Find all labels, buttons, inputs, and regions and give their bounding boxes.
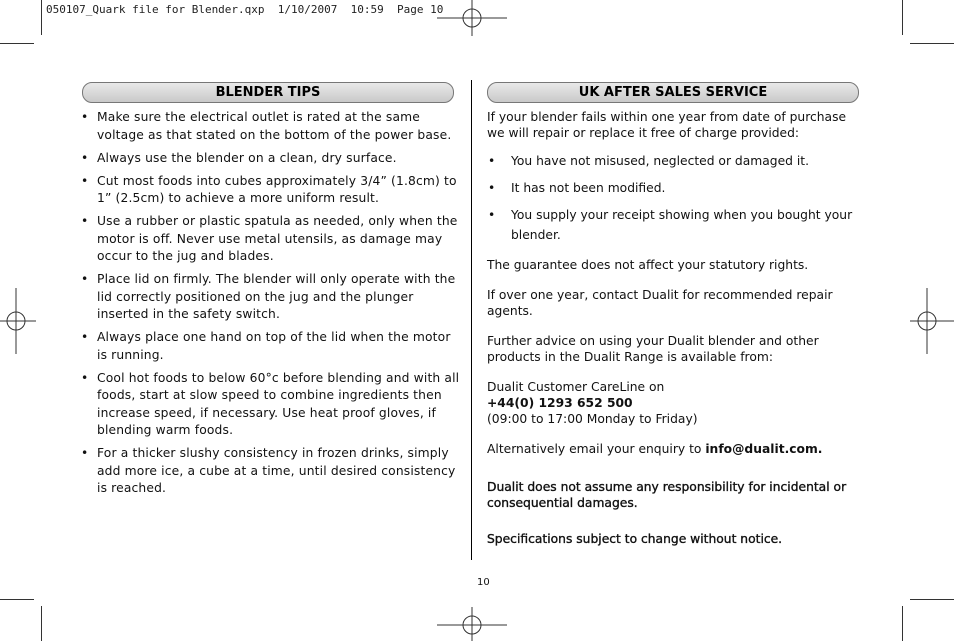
spec-notice: Specifications subject to change without notice. <box>487 532 783 546</box>
crop-mark <box>41 0 42 35</box>
column-divider <box>471 80 472 560</box>
list-item: • It has not been modified. <box>487 178 865 198</box>
blender-tips-heading: BLENDER TIPS <box>82 82 454 103</box>
after-sales-content <box>487 109 865 547</box>
email-line <box>487 441 865 457</box>
crop-mark <box>902 606 903 641</box>
list-item: • Make sure the electrical outlet is rated at the same voltage as that stated on the bottom of the power base. <box>80 109 464 144</box>
crop-mark <box>41 606 42 641</box>
crop-mark <box>910 599 954 600</box>
list-item: • You supply your receipt showing when you bought your blender. <box>487 205 865 245</box>
disclaimer-text: Dualit does not assume any responsibility for incidental or consequential damages. <box>487 480 847 510</box>
list-item: • Cool hot foods to below 60°c before blending and with all foods, start at slow speed to combine ingredients then increase speed, if necessary. Use heat proof gloves, if blending warm foods. <box>80 370 464 440</box>
list-item: • Always use the blender on a clean, dry surface. <box>80 150 464 168</box>
registration-mark-left <box>0 288 36 354</box>
list-item: • For a thicker slushy consistency in frozen drinks, simply add more ice, a cube at a time, until desired consistency is reached. <box>80 445 464 498</box>
list-item: • Cut most foods into cubes approximately 3/4” (1.8cm) to 1” (2.5cm) to achieve a more uniform result. <box>80 173 464 208</box>
registration-mark-top <box>437 0 507 36</box>
registration-mark-right <box>910 288 954 354</box>
further-advice-text: Further advice on using your Dualit blender and other products in the Dualit Range is available from: <box>487 334 819 364</box>
crop-mark <box>910 43 954 44</box>
after-sales-heading: UK AFTER SALES SERVICE <box>487 82 859 103</box>
page-number: 10 <box>477 577 490 588</box>
crop-mark <box>0 43 34 44</box>
list-item: • You have not misused, neglected or damaged it. <box>487 151 865 171</box>
print-slug: 050107_Quark file for Blender.qxp 1/10/2007 10:59 Page 10 <box>46 3 444 16</box>
crop-mark <box>0 599 34 600</box>
list-item: • Place lid on firmly. The blender will only operate with the lid correctly positioned on the jug and the plunger inserted in the safety switch. <box>80 271 464 324</box>
careline-hours: (09:00 to 17:00 Monday to Friday) <box>487 412 698 426</box>
crop-mark <box>902 0 903 35</box>
registration-mark-bottom <box>437 607 507 641</box>
guarantee-conditions <box>487 151 865 245</box>
over-one-year-note: If over one year, contact Dualit for recommended repair agents. <box>487 288 833 318</box>
careline-label: Dualit Customer CareLine on <box>487 380 665 394</box>
careline-phone: +44(0) 1293 652 500 <box>487 396 633 410</box>
guarantee-intro: If your blender fails within one year from date of purchase we will repair or replace it free of charge provided: <box>487 110 847 140</box>
blender-tips-list <box>80 109 464 503</box>
statutory-rights-note: The guarantee does not affect your statutory rights. <box>487 258 809 272</box>
email-address[interactable]: info@dualit.com. <box>705 442 823 456</box>
list-item: • Always place one hand on top of the lid when the motor is running. <box>80 329 464 364</box>
list-item: • Use a rubber or plastic spatula as needed, only when the motor is off. Never use metal utensils, as damage may occur to the jug and blades. <box>80 213 464 266</box>
email-prefix: Alternatively email your enquiry to <box>487 442 702 456</box>
